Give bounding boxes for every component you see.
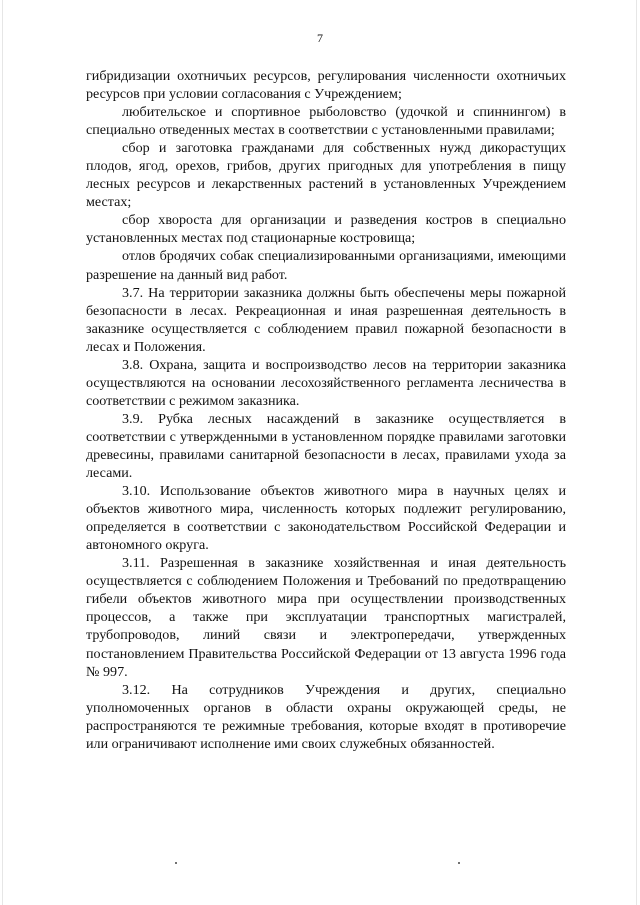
paragraph-3-9: 3.9. Рубка лесных насаждений в заказнике осуществляется в соответствии с утвержденными в установленном порядке правилами заготовки древесины, правилами санитарной безопасности в лесах, правилами ухода за лесами. — [86, 410, 566, 482]
paragraph-3-11: 3.11. Разрешенная в заказнике хозяйственная и иная деятельность осуществляется с соблюдением Положения и Требований по предотвращению гибели объектов животного мира при осуществлении производственных процессов, а также при эксплуатации транспортных магистралей, трубопроводов, линий связи и электропередачи, утвержденных постановлением Правительства Российской Федерации от 13 августа 1996 года № 997. — [86, 555, 566, 680]
paragraph-3-12: 3.12. На сотрудников Учреждения и других, специально уполномоченных органов в области охраны окружающей среды, не распространяются те режимные требования, которые входят в противоречие или ограничивают исполнение ими своих служебных обязанностей. — [86, 681, 566, 752]
left-scan-edge — [2, 0, 3, 905]
paragraph-gathering: сбор и заготовка гражданами для собственных нужд дикорастущих плодов, ягод, орехов, грибов, других пригодных для употребления в пищу лесных ресурсов и лекарственных растений в установленных Учреждением местах; — [86, 140, 566, 211]
page-number: 7 — [317, 31, 323, 45]
paragraph-3-8: 3.8. Охрана, защита и воспроизводство лесов на территории заказника осуществляются на основании лесохозяйственного регламента лесничества в соответствии с режимом заказника. — [86, 356, 566, 409]
paragraph-brushwood: сбор хвороста для организации и разведения костров в специально установленных местах под стационарные костровища; — [86, 212, 566, 247]
paragraph-3-7: 3.7. На территории заказника должны быть обеспечены меры пожарной безопасности в лесах. Рекреационная и иная разрешенная деятельность в заказнике осуществляется с соблюдением правил пожарной безопасности в лесах и Положения. — [86, 284, 566, 355]
paragraph-3-10: 3.10. Использование объектов животного мира в научных целях и объектов животного мира, численность которых подлежит регулированию, определяется в соответствии с законодательством Российской Федерации и автономного округа. — [86, 483, 566, 554]
paragraph-stray-dogs: отлов бродячих собак специализированными организациями, имеющими разрешение на данный вид работ. — [86, 248, 566, 283]
document-body — [86, 67, 566, 753]
paragraph-hunting-resources: гибридизации охотничьих ресурсов, регулирования численности охотничьих ресурсов при условии согласования с Учреждением; — [86, 68, 566, 103]
scan-speck-right — [458, 862, 460, 864]
right-scan-edge — [636, 0, 637, 905]
paragraph-fishing: любительское и спортивное рыболовство (удочкой и спиннингом) в специально отведенных местах в соответствии с установленными правилами; — [86, 104, 566, 139]
scan-speck-left — [175, 862, 177, 864]
